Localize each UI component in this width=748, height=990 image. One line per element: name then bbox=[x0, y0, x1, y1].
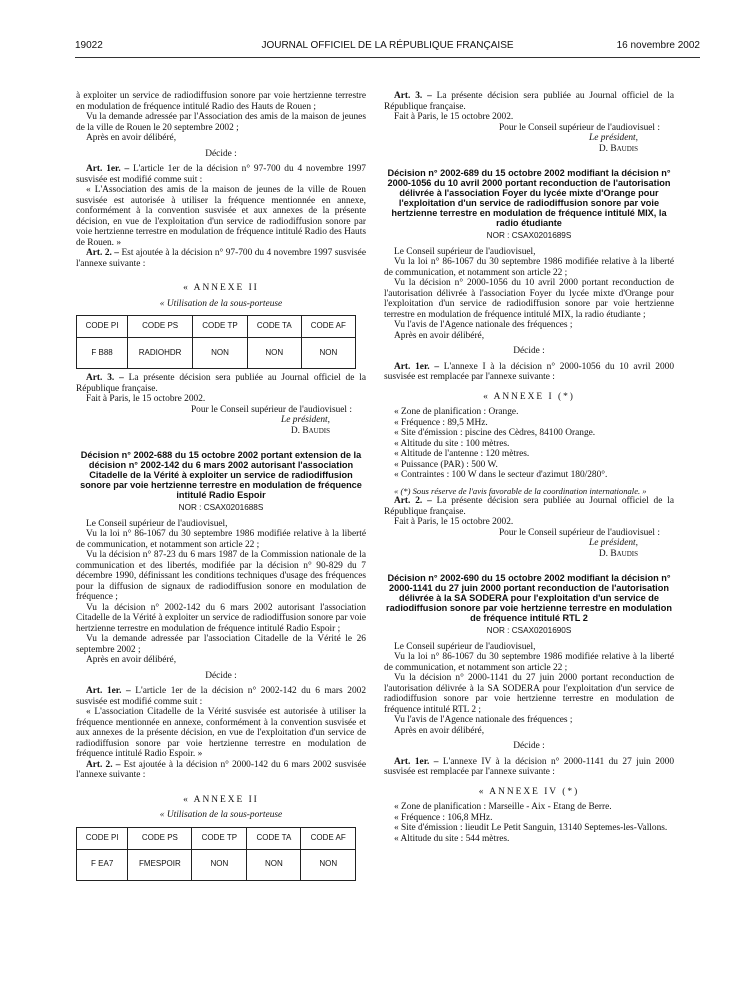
paragraph: Après en avoir délibéré, bbox=[394, 330, 485, 341]
table-cell: F B88 bbox=[77, 338, 128, 369]
paragraph: Après en avoir délibéré, bbox=[86, 655, 177, 665]
quoted-article: « L'association Citadelle de la Vérité susvisée est autorisée à utiliser la fréquence mentionnée en annexe, conformément à la convention susvisée et aux annexes de la présente décision, en vue de l'exploitation d'un service de radiodiffusion sonore par voie hertzienne terrestre en modulation de fréquence intitulé Radio Espoir. » bbox=[76, 707, 366, 759]
table-header-cell: CODE TP bbox=[193, 316, 248, 338]
article-2 bbox=[76, 760, 366, 781]
paragraph: Vu la décision n° 2000-1141 du 27 juin 2000 portant reconduction de l'autorisation délivrée à la SA SODERA pour l'exploitation d'un service de radiodiffusion sonore par voie hertzienne terrestre en modulation de fréquence intitulé RTL 2 ; bbox=[384, 673, 674, 715]
article-3 bbox=[384, 91, 674, 112]
article-text: La présente décision sera publiée au Journal officiel de la République française. bbox=[384, 91, 674, 112]
article-label: Art. 2. – bbox=[86, 248, 119, 258]
paragraph: Vu la décision n° 2002-142 du 6 mars 2002 autorisant l'association Citadelle de la Vérité à exploiter un service de radiodiffusion sonore par voie hertzienne terrestre en modulation de fréquence intitulé Radio Espoir ; bbox=[76, 602, 366, 634]
article-text: La présente décision sera publiée au Journal officiel de la République française. bbox=[76, 373, 366, 394]
article-label: Art. 2. – bbox=[86, 759, 121, 770]
decision-title: Décision n° 2002-688 du 15 octobre 2002 portant extension de la décision n° 2002-142 du 6 mars 2002 autorisant l'association Citadelle de la Vérité à exploiter un service de radiodiffusion sonore par voie hertzienne terrestre en modulation de fréquence intitulé Radio Espoir bbox=[80, 450, 362, 500]
article-text: L'article 1er de la décision n° 97-700 du 4 novembre 1997 susvisée est modifié comme suit : bbox=[76, 164, 366, 185]
table-header-cell: CODE AF bbox=[301, 316, 355, 338]
decide-heading: Décide : bbox=[205, 670, 237, 681]
article-1 bbox=[384, 362, 674, 383]
article-3 bbox=[76, 373, 366, 394]
annex-item: « Fréquence : 89,5 MHz. bbox=[394, 417, 488, 428]
paragraph: Vu l'avis de l'Agence nationale des fréquences ; bbox=[394, 715, 573, 725]
article-text: L'annexe IV à la décision n° 2000-1141 du 27 juin 2000 susvisée est remplacée par l'annexe suivante : bbox=[384, 756, 675, 777]
article-label: Art. 1er. – bbox=[86, 164, 130, 174]
paragraph: Vu la loi n° 86-1067 du 30 septembre 1986 modifiée relative à la liberté de communication, et notamment son article 22 ; bbox=[384, 652, 674, 673]
annex-subheading: « Utilisation de la sous-porteuse bbox=[159, 298, 283, 309]
table-header-cell: CODE AF bbox=[301, 827, 356, 849]
paragraph: Le Conseil supérieur de l'audiovisuel, bbox=[394, 641, 536, 652]
decision-title: Décision n° 2002-690 du 15 octobre 2002 modifiant la décision n° 2000-1141 du 27 juin 2000 portant reconduction de l'autorisation délivrée à la SA SODERA pour l'exploitation d'un service de radiodiffusion sonore par voie hertzienne terrestre en modulation de fréquence intitulé RTL 2 bbox=[386, 573, 672, 623]
paragraph: Le Conseil supérieur de l'audiovisuel, bbox=[86, 518, 228, 529]
article-text: La présente décision sera publiée au Journal officiel de la République française. bbox=[384, 496, 674, 517]
left-column bbox=[76, 91, 366, 885]
subcarrier-table bbox=[76, 827, 356, 881]
article-label: Art. 1er. – bbox=[394, 756, 439, 767]
paragraph: Vu l'avis de l'Agence nationale des fréquences ; bbox=[394, 320, 573, 330]
paragraph: Après en avoir délibéré, bbox=[394, 725, 485, 736]
paragraph: Vu la loi n° 86-1067 du 30 septembre 1986 modifiée relative à la liberté de communication, et notamment son article 22 ; bbox=[76, 529, 366, 550]
table-cell: NON bbox=[192, 849, 247, 880]
annex-item: « Altitude du site : 100 mètres. bbox=[394, 438, 510, 449]
article-text: Est ajoutée à la décision n° 97-700 du 4 novembre 1997 susvisée l'annexe suivante : bbox=[76, 248, 366, 269]
table-header-cell: CODE TA bbox=[247, 316, 301, 338]
article-1 bbox=[384, 757, 674, 778]
annex-item: « Altitude du site : 544 mètres. bbox=[394, 833, 510, 844]
signature-title: Le président, bbox=[589, 538, 638, 548]
journal-title: JOURNAL OFFICIEL DE LA RÉPUBLIQUE FRANÇAISE bbox=[261, 40, 514, 51]
right-column bbox=[384, 91, 674, 844]
article-text: Est ajoutée à la décision n° 2000-142 du 6 mars 2002 susvisée l'annexe suivante : bbox=[76, 759, 367, 780]
article-text: L'article 1er de la décision n° 2002-142 du 6 mars 2002 susvisée est modifié comme suit : bbox=[76, 686, 367, 707]
annex-item: « Altitude de l'antenne : 120 mètres. bbox=[394, 449, 530, 459]
annex-item: « Contraintes : 100 W dans le secteur d'azimut 180/280°. bbox=[394, 470, 608, 480]
annex-footnote: « (*) Sous réserve de l'avis favorable de la coordination internationale. » bbox=[394, 485, 647, 496]
signatory-name: D. Baudis bbox=[598, 143, 638, 154]
nor-reference: NOR : CSAX0201689S bbox=[486, 231, 572, 240]
decide-heading: Décide : bbox=[513, 741, 545, 751]
article-2 bbox=[76, 248, 366, 269]
paragraph: Le Conseil supérieur de l'audiovisuel, bbox=[394, 246, 536, 257]
nor-reference: NOR : CSAX0201690S bbox=[486, 626, 572, 635]
paragraph: Vu la loi n° 86-1067 du 30 septembre 1986 modifiée relative à la liberté de communication, et notamment son article 22 ; bbox=[384, 257, 674, 278]
article-1 bbox=[76, 164, 366, 185]
annex-subheading: « Utilisation de la sous-porteuse bbox=[159, 810, 283, 820]
signature-for: Pour le Conseil supérieur de l'audiovisuel : bbox=[498, 527, 660, 538]
table-cell: NON bbox=[247, 849, 301, 880]
decision-title: Décision n° 2002-689 du 15 octobre 2002 modifiant la décision n° 2000-1056 du 10 avril 2000 portant reconduction de l'autorisation délivrée à l'association Foyer du lycée mixte d'Orange pour l'exploitation d'un service de radiodiffusion sonore par voie hertzienne terrestre en modulation de fréquence intitulé MIX, la radio étudiante bbox=[387, 168, 671, 228]
annex-heading: « ANNEXE IV (*) bbox=[478, 786, 580, 797]
annex-heading: « ANNEXE II bbox=[183, 794, 259, 805]
page-header bbox=[75, 40, 700, 54]
table-row bbox=[77, 849, 356, 880]
signatory-name: D. Baudis bbox=[290, 425, 330, 436]
signatory-name: D. Baudis bbox=[598, 548, 638, 559]
paragraph: Vu la décision n° 87-23 du 6 mars 1987 de la Commission nationale de la communication et des libertés, modifiée par la décision n° 90-829 du 7 décembre 1990, définissant les conditions techniques d'usage des fréquences pour la diffusion de signaux de radiodiffusion sonore en modulation de fréquence ; bbox=[76, 550, 366, 602]
table-header-cell: CODE TP bbox=[192, 827, 247, 849]
signature-place-date: Fait à Paris, le 15 octobre 2002. bbox=[86, 394, 206, 404]
table-cell: RADIOHDR bbox=[128, 338, 193, 369]
signature-for: Pour le Conseil supérieur de l'audiovisuel : bbox=[498, 122, 660, 133]
paragraph: à exploiter un service de radiodiffusion sonore par voie hertzienne terrestre en modulation de fréquence intitulé Radio des Hauts de Rouen ; bbox=[76, 91, 366, 112]
subcarrier-table bbox=[76, 315, 356, 369]
annex-item: « Site d'émission : piscine des Cèdres, 84100 Orange. bbox=[394, 428, 596, 438]
paragraph: Vu la demande adressée par l'Association des amis de la maison de jeunes de la ville de Rouen le 20 septembre 2002 ; bbox=[76, 112, 366, 133]
annex-heading: « ANNEXE II bbox=[183, 283, 259, 293]
table-header-cell: CODE PS bbox=[128, 316, 193, 338]
table-cell: NON bbox=[301, 338, 355, 369]
signature-for: Pour le Conseil supérieur de l'audiovisuel : bbox=[190, 404, 352, 415]
table-cell: NON bbox=[301, 849, 356, 880]
paragraph: Après en avoir délibéré, bbox=[86, 133, 177, 143]
table-header-row bbox=[77, 827, 356, 849]
table-header-cell: CODE PI bbox=[77, 316, 128, 338]
signature-title: Le président, bbox=[281, 415, 330, 425]
table-cell: FMESPOIR bbox=[128, 849, 192, 880]
article-2 bbox=[384, 496, 674, 517]
page-number: 19022 bbox=[75, 40, 103, 51]
table-cell: NON bbox=[247, 338, 301, 369]
article-1 bbox=[76, 686, 366, 707]
signature-title: Le président, bbox=[589, 133, 638, 143]
table-header-cell: CODE TA bbox=[247, 827, 301, 849]
quoted-article: « L'Association des amis de la maison de jeunes de la ville de Rouen susvisée est autorisée à utiliser la fréquence mentionnée en annexe, conformément à la convention susvisée et aux annexes de la présente décision, en vue de l'exploitation d'un service de radiodiffusion sonore par voie hertzienne terrestre en modulation de fréquence intitulé Radio des Hauts de Rouen. » bbox=[76, 185, 366, 248]
paragraph: Vu la demande adressée par l'association Citadelle de la Vérité le 26 septembre 2002 ; bbox=[76, 634, 366, 655]
annex-item: « Site d'émission : lieudit Le Petit Sanguin, 13140 Septemes-les-Vallons. bbox=[394, 823, 668, 833]
paragraph: Vu la décision n° 2000-1056 du 10 avril 2000 portant reconduction de l'autorisation délivrée à l'association Foyer du lycée mixte d'Orange pour l'exploitation d'un service de radiodiffusion sonore par voie hertzienne terrestre en modulation de fréquence intitulé MIX, la radio étudiante ; bbox=[384, 278, 674, 320]
table-header-cell: CODE PI bbox=[77, 827, 128, 849]
article-label: Art. 2. – bbox=[394, 496, 432, 506]
article-label: Art. 3. – bbox=[394, 91, 432, 101]
issue-date: 16 novembre 2002 bbox=[616, 40, 700, 51]
table-cell: NON bbox=[193, 338, 248, 369]
annex-item: « Fréquence : 106,8 MHz. bbox=[394, 812, 493, 823]
table-header-cell: CODE PS bbox=[128, 827, 192, 849]
decide-heading: Décide : bbox=[513, 346, 545, 356]
article-text: L'annexe I à la décision n° 2000-1056 du 10 avril 2000 susvisée est remplacée par l'annexe suivante : bbox=[384, 361, 675, 382]
signature-place-date: Fait à Paris, le 15 octobre 2002. bbox=[394, 112, 514, 122]
annex-heading: « ANNEXE I (*) bbox=[483, 391, 575, 402]
table-header-row bbox=[77, 316, 356, 338]
article-label: Art. 3. – bbox=[86, 373, 124, 383]
annex-item: « Puissance (PAR) : 500 W. bbox=[394, 459, 498, 470]
nor-reference: NOR : CSAX0201688S bbox=[178, 503, 264, 512]
article-label: Art. 1er. – bbox=[394, 361, 440, 372]
annex-item: « Zone de planification : Orange. bbox=[394, 407, 519, 417]
signature-place-date: Fait à Paris, le 15 octobre 2002. bbox=[394, 517, 514, 527]
decide-heading: Décide : bbox=[205, 148, 237, 159]
table-row bbox=[77, 338, 356, 369]
article-label: Art. 1er. – bbox=[86, 686, 131, 696]
header-rule bbox=[75, 57, 700, 58]
annex-item: « Zone de planification : Marseille - Aix - Etang de Berre. bbox=[394, 802, 612, 812]
table-cell: F EA7 bbox=[77, 849, 128, 880]
